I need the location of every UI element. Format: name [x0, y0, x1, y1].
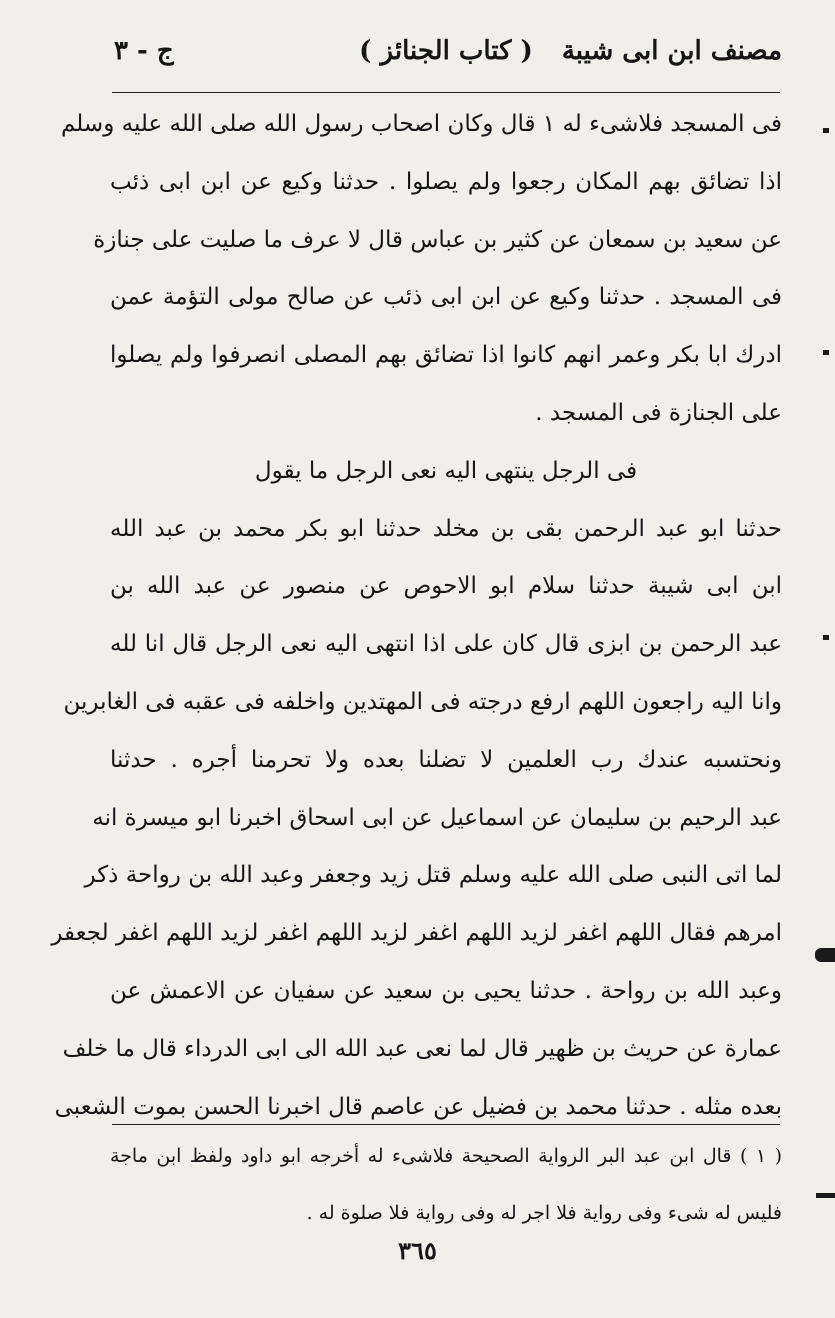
margin-mark [815, 948, 835, 962]
text-line: فى المسجد . حدثنا وكيع عن ابن ابى ذئب عن صالح مولى التؤمة عمن [110, 284, 782, 311]
running-header [110, 30, 782, 80]
volume-number: ج - ٣ [114, 36, 174, 66]
page-number: ٣٦٥ [398, 1236, 437, 1265]
text-line: ابن ابى شيبة حدثنا سلام ابو الاحوص عن منصور عن عبد الله بن [110, 573, 782, 600]
main-text [51, 96, 782, 1136]
text-line: عمارة عن حريث بن ظهير قال لما نعى عبد الله الى ابى الدرداء قال ما خلف [62, 1035, 782, 1062]
text-line: وعبد الله بن رواحة . حدثنا يحيى بن سعيد عن سفيان عن الاعمش عن [110, 977, 782, 1004]
section-title: ( كتاب الجنائز ) [359, 36, 533, 66]
chapter-heading: فى الرجل ينتهى اليه نعى الرجل ما يقول [254, 457, 638, 484]
text-line: ونحتسبه عندك رب العلمين لا تضلنا بعده ولا تحرمنا أجره . حدثنا [110, 746, 782, 773]
text-line: على الجنازة فى المسجد . [535, 399, 782, 426]
margin-mark [823, 128, 829, 133]
text-line: عن سعيد بن سمعان عن كثير بن عباس قال لا عرف ما صليت على جنازة [93, 226, 782, 253]
footnotes [110, 1128, 782, 1242]
footnote-rule [112, 1124, 780, 1125]
text-line: لما اتى النبى صلى الله عليه وسلم قتل زيد وجعفر وعبد الله بن رواحة ذكر [84, 862, 782, 889]
text-line: عبد الرحيم بن سليمان عن اسماعيل عن ابى اسحاق اخبرنا ابو ميسرة انه [92, 804, 782, 831]
text-line: ادرك ابا بكر وعمر انهم كانوا اذا تضائق بهم المصلى انصرفوا ولم يصلوا [110, 342, 782, 369]
footnote-line: ( ١ ) قال ابن عبد البر الرواية الصحيحة فلاشىء له أخرجه ابو داود ولفظ ابن ماجة [110, 1145, 782, 1167]
margin-mark [823, 635, 829, 640]
text-line: اذا تضائق بهم المكان رجعوا ولم يصلوا . حدثنا وكيع عن ابن ابى ذئب [110, 168, 782, 195]
text-line: امرهم فقال اللهم اغفر لزيد اللهم اغفر لزيد اللهم اغفر لزيد اللهم اغفر لجعفر [51, 920, 782, 947]
footnote-line: فليس له شىء وفى رواية فلا اجر له وفى رواية فلا صلوة له . [306, 1202, 782, 1224]
margin-mark [816, 1193, 835, 1198]
text-line: بعده مثله . حدثنا محمد بن فضيل عن عاصم قال اخبرنا الحسن بموت الشعبى [54, 1093, 782, 1120]
book-title: مصنف ابن ابى شيبة [561, 36, 782, 66]
text-line: عبد الرحمن بن ابزى قال كان على اذا انتهى اليه نعى الرجل قال انا لله [110, 631, 782, 658]
margin-mark [823, 350, 829, 355]
text-line: فى المسجد فلاشىء له ١ قال وكان اصحاب رسول الله صلى الله عليه وسلم [61, 111, 782, 137]
header-rule [112, 92, 780, 93]
text-line: وانا اليه راجعون اللهم ارفع درجته فى المهتدين واخلفه فى عقبه فى الغابرين [63, 688, 782, 715]
text-line: حدثنا ابو عبد الرحمن بقى بن مخلد حدثنا ابو بكر محمد بن عبد الله [110, 515, 782, 542]
